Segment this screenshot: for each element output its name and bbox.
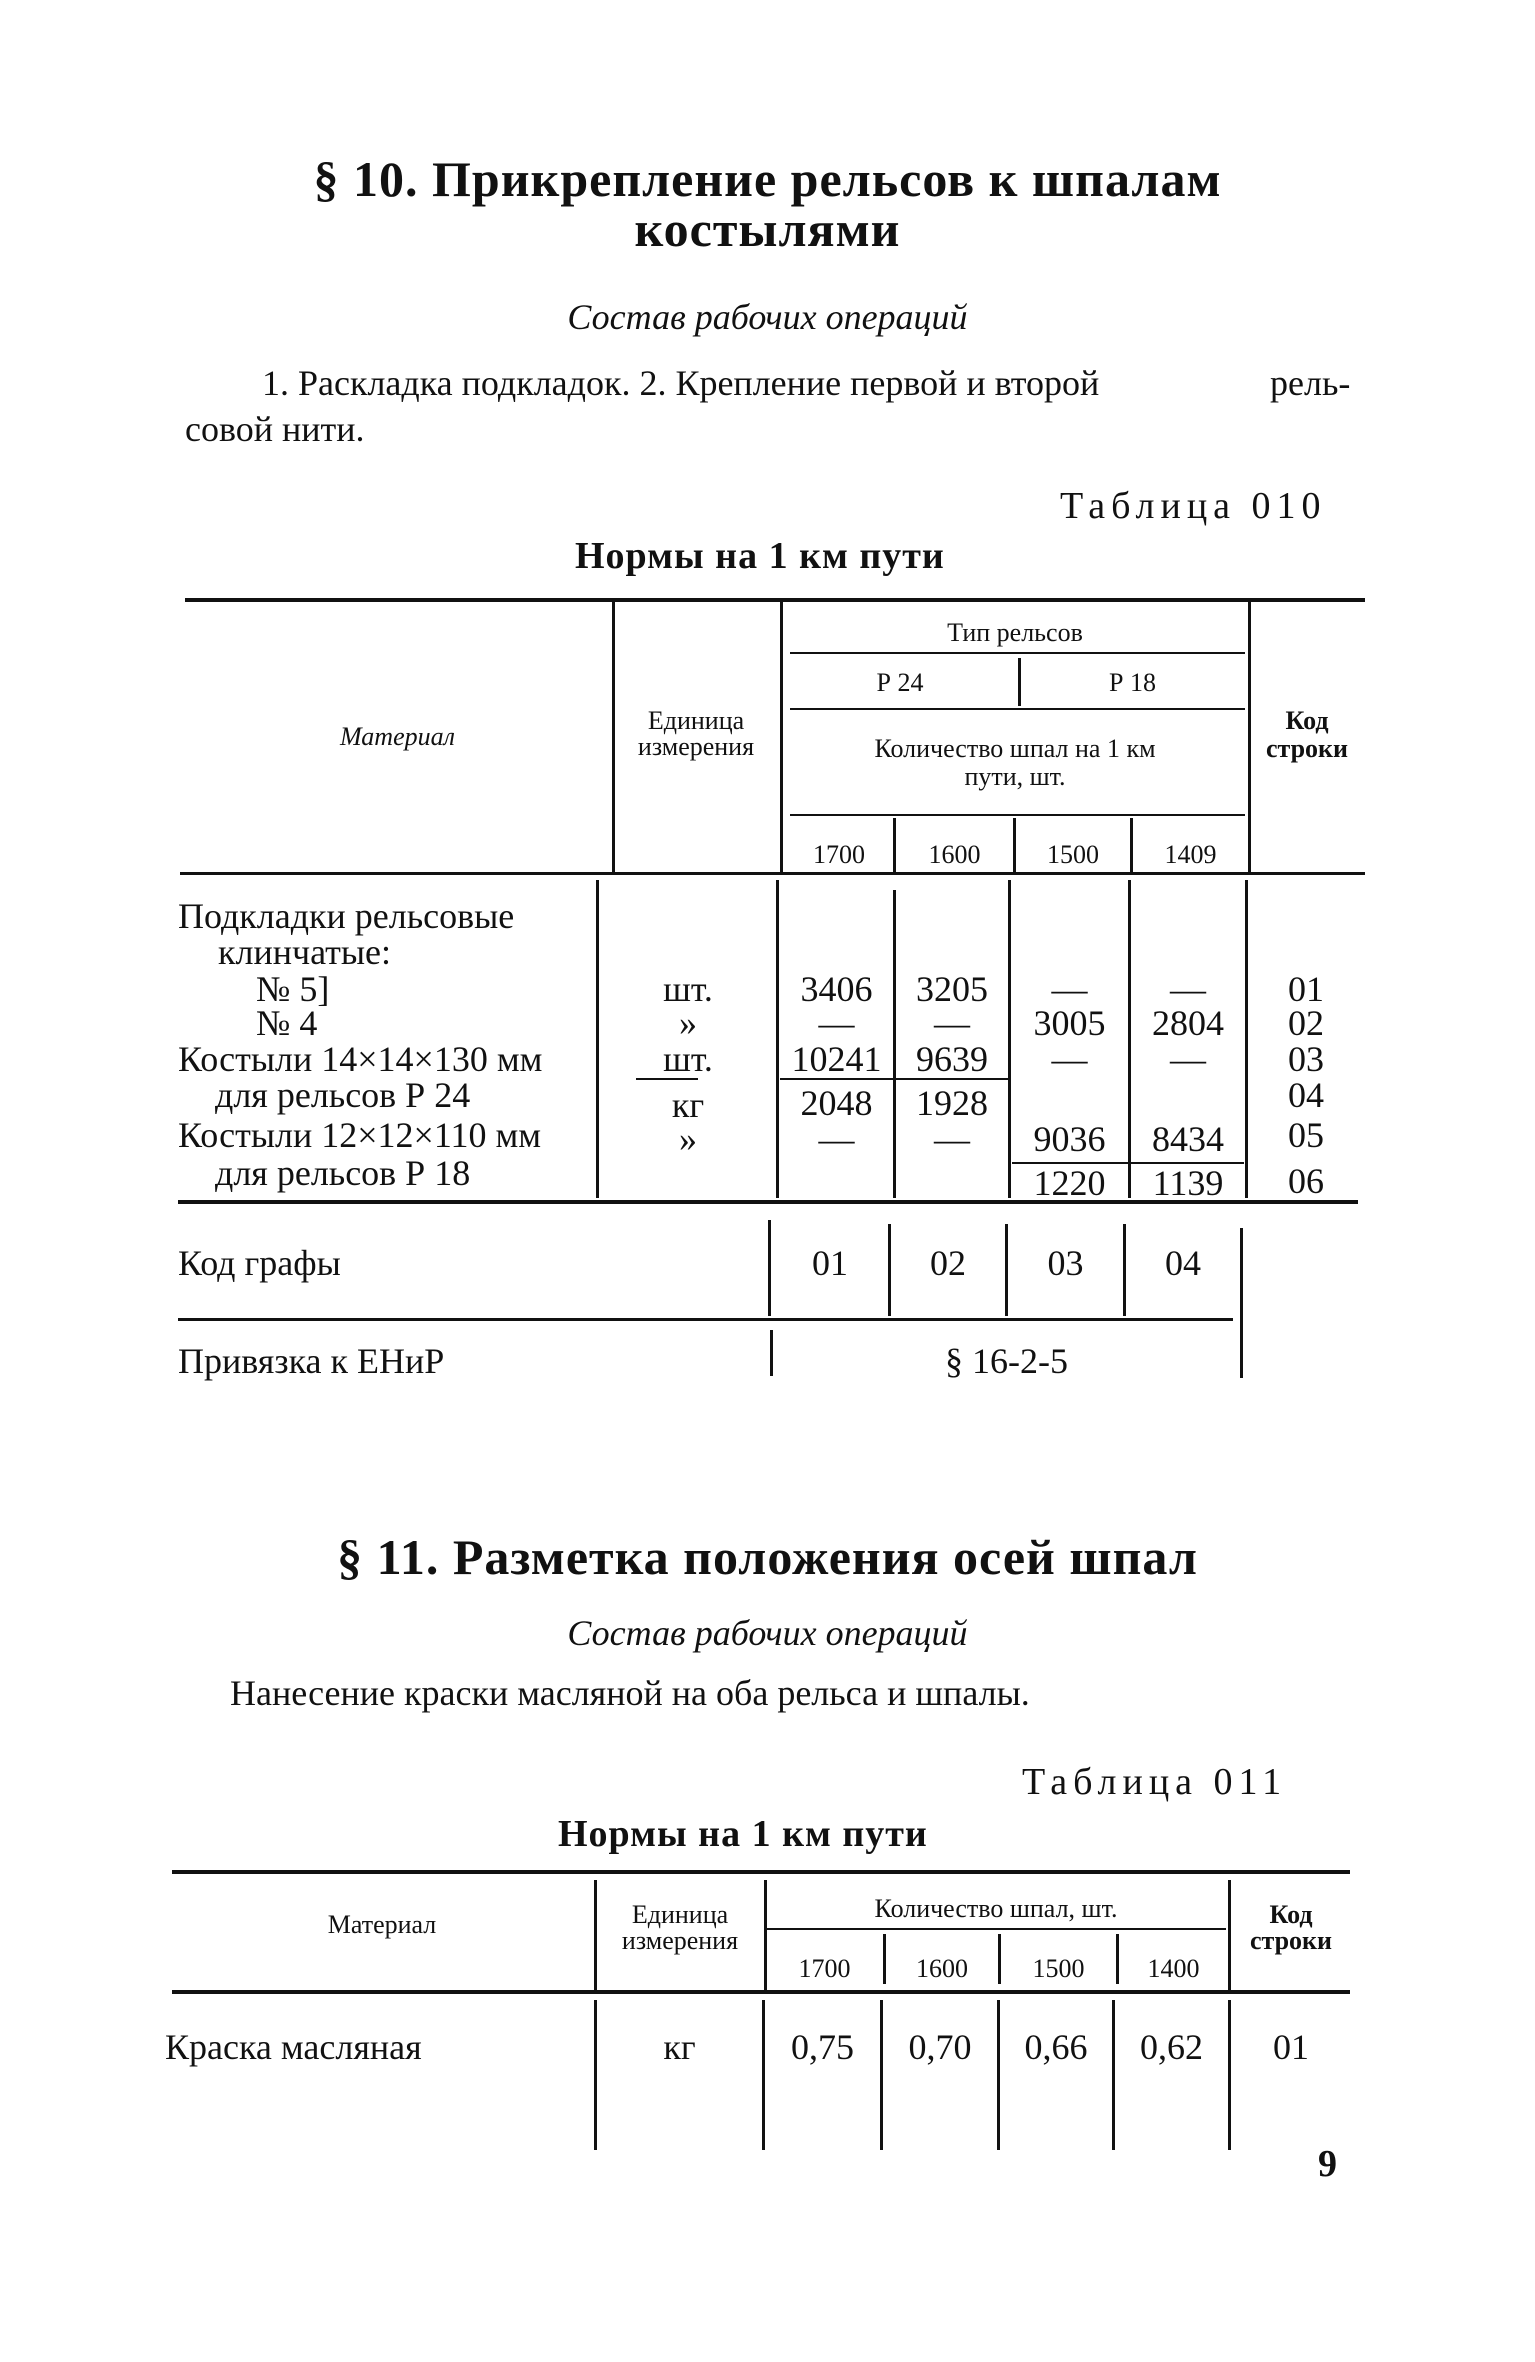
mat-8: для рельсов Р 18: [215, 1153, 471, 1193]
th-code-1: Код: [1285, 706, 1329, 735]
table010-number: Таблица 010: [1060, 485, 1327, 527]
t011-v2: 0,70: [908, 2027, 972, 2067]
cell: 3005: [1033, 1003, 1106, 1043]
section11-title: § 11. Разметка положения осей шпал: [337, 1529, 1198, 1585]
cell-code: 01: [1288, 969, 1324, 1009]
unit-1: шт.: [663, 969, 713, 1009]
qty-rule: [790, 814, 1245, 816]
th011-c2: 1600: [916, 1954, 968, 1983]
cell: 1139: [1152, 1163, 1224, 1203]
cell: —: [1051, 1039, 1088, 1079]
cell: 8434: [1152, 1119, 1224, 1159]
section10-title-line1: § 10. Прикрепление рельсов к шпалам: [313, 151, 1222, 207]
th-c3: 1500: [1047, 840, 1099, 869]
v011b-6: [1228, 2000, 1231, 2150]
cell: 3205: [916, 969, 988, 1009]
section10-ops-text-1b: рель-: [1270, 363, 1351, 403]
section10-ops-text-1: 1. Раскладка подкладок. 2. Крепление первой и второй: [262, 363, 1100, 403]
mat-5: Костыли 14×14×130 мм: [178, 1039, 543, 1079]
table010-header-bottom-rule: [180, 872, 1365, 875]
v-foot-5: [1240, 1228, 1243, 1378]
v011b-5: [1112, 2000, 1115, 2150]
code-graph-3: 03: [1047, 1243, 1084, 1283]
table010-code-rule: [178, 1318, 1233, 1321]
th011-unit-1: Единица: [631, 1900, 729, 1929]
th-p18: Р 18: [1109, 668, 1156, 697]
t011-unit: кг: [663, 2027, 696, 2067]
cell: 3406: [800, 969, 873, 1009]
th011-code-1: Код: [1269, 1900, 1313, 1929]
cell: 10241: [791, 1039, 882, 1079]
mat-3: № 5]: [256, 969, 330, 1009]
v-foot-1: [768, 1220, 771, 1316]
th011-unit-2: измерения: [621, 1926, 739, 1955]
section11-ops-heading: Состав рабочих операций: [567, 1613, 968, 1653]
code-graph-1: 01: [812, 1243, 848, 1283]
section10-title-line2: костылями: [634, 201, 901, 257]
v011-code-left: [1228, 1880, 1231, 1990]
th011-code-2: строки: [1249, 1926, 1333, 1955]
cell-code: 03: [1288, 1039, 1324, 1079]
unit-3: шт.: [663, 1039, 713, 1079]
cell-code: 04: [1288, 1075, 1324, 1115]
cell-code: 06: [1288, 1161, 1324, 1201]
cell-code: 05: [1288, 1115, 1324, 1155]
code-graph-label: Код графы: [178, 1243, 341, 1283]
cell: 1220: [1033, 1163, 1106, 1203]
p-type-rule: [790, 708, 1245, 710]
cell: —: [1170, 1039, 1206, 1079]
v-body-unit-left: [596, 880, 599, 1198]
section11-ops-text: Нанесение краски масляной на оба рельса и шпалы.: [230, 1673, 1030, 1713]
table011-number: Таблица 011: [1022, 1761, 1288, 1803]
th-unit-1: Единица: [647, 706, 745, 735]
th011-material: Материал: [327, 1910, 437, 1939]
v-code-left: [1248, 600, 1251, 872]
th011-c3: 1500: [1032, 1954, 1085, 1983]
t011-v4: 0,62: [1140, 2027, 1203, 2067]
code-graph-2: 02: [930, 1243, 966, 1283]
th011-c4: 1400: [1147, 1954, 1200, 1983]
v-body-code-left: [1245, 880, 1248, 1198]
th-rail-type: Тип рельсов: [947, 618, 1083, 647]
section10-ops-text-2: совой нити.: [185, 409, 365, 449]
unit-2: »: [679, 1003, 697, 1043]
rail-type-rule: [790, 652, 1245, 654]
th-material: Материал: [340, 722, 455, 751]
cell-code: 02: [1288, 1003, 1324, 1043]
mat-2: клинчатые:: [218, 932, 392, 972]
v011b-1: [594, 2000, 597, 2150]
cell: 2048: [800, 1083, 873, 1123]
mat-1: Подкладки рельсовые: [178, 896, 515, 936]
cell: —: [934, 1003, 970, 1043]
th-c1: 1700: [813, 840, 865, 869]
table011-header-bottom-rule: [172, 1990, 1350, 1994]
t011-material: Краска масляная: [165, 2027, 422, 2067]
table011-title: Нормы на 1 км пути: [558, 1813, 928, 1855]
th-code-2: строки: [1265, 734, 1349, 763]
v-unit-right: [780, 600, 783, 872]
th-p24: Р 24: [876, 668, 924, 697]
table011-top-rule: [172, 1870, 1350, 1874]
enir-value: § 16-2-5: [945, 1341, 1068, 1381]
cell: —: [934, 1119, 970, 1159]
v-body-val-left: [776, 880, 779, 1198]
v011b-4: [997, 2000, 1000, 2150]
cell: —: [818, 1119, 855, 1159]
qty011-rule: [766, 1928, 1226, 1930]
t011-v3: 0,66: [1024, 2027, 1088, 2067]
v011b-3: [880, 2000, 883, 2150]
cell: 2804: [1152, 1003, 1224, 1043]
table010-title: Нормы на 1 км пути: [575, 535, 945, 577]
th-qty-1: Количество шпал на 1 км: [874, 734, 1156, 763]
t011-v1: 0,75: [791, 2027, 854, 2067]
section10-ops-heading: Состав рабочих операций: [567, 297, 968, 337]
enir-label: Привязка к ЕНиР: [178, 1341, 445, 1381]
cell: —: [818, 1003, 855, 1043]
mat-4: № 4: [256, 1003, 318, 1043]
cell: —: [1051, 969, 1088, 1009]
cell: 9639: [916, 1039, 988, 1079]
th-c4: 1409: [1164, 840, 1217, 869]
code-graph-4: 04: [1165, 1243, 1201, 1283]
unit-4: кг: [671, 1085, 705, 1125]
th011-qty: Количество шпал, шт.: [874, 1894, 1118, 1923]
th-c2: 1600: [928, 840, 981, 869]
th011-c1: 1700: [798, 1954, 851, 1983]
t011-code: 01: [1273, 2027, 1309, 2067]
cell: —: [1170, 969, 1206, 1009]
unit-5: »: [679, 1119, 697, 1159]
mat-6: для рельсов Р 24: [215, 1075, 471, 1115]
table010-top-rule: [185, 598, 1365, 602]
th-unit-2: измерения: [637, 732, 755, 761]
page-number: 9: [1318, 2143, 1337, 2185]
cell: 1928: [916, 1083, 988, 1123]
th-qty-2: пути, шт.: [964, 762, 1066, 791]
mat-7: Костыли 12×12×110 мм: [178, 1115, 542, 1155]
v011b-2: [762, 2000, 765, 2150]
cell: 9036: [1033, 1119, 1106, 1159]
